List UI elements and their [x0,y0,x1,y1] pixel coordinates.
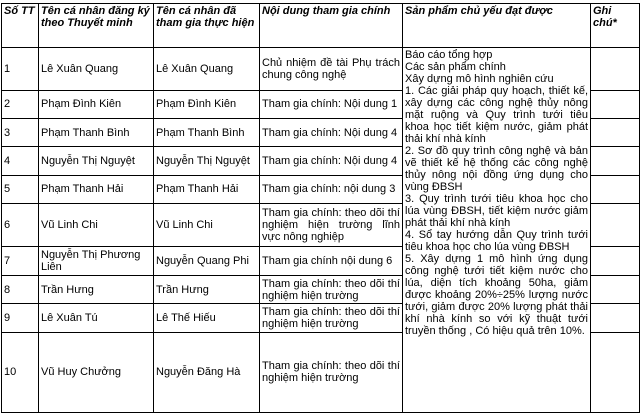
cell-main-content: Chủ nhiệm đề tài Phụ trách chung công nghệ [260,48,403,91]
product-line: 5. Xây dựng 1 mô hình ứng dụng công nghệ tưới tiết kiệm nước cho lúa, diện tích khoảng 50ha, giảm được khoảng 20%÷25% lượng nước tưới, giảm được 20% lượng phát thải khí nhà kính so với kỹ thuật tưới truyền thống , Có hiệu quả trên 10%. [405,253,588,337]
header-participated-name: Tên cá nhân đã tham gia thực hiện [154,4,260,48]
cell-main-content: Tham gia chính: Nội dung 4 [260,147,403,175]
cell-main-content: Tham gia chính: Nội dung 4 [260,118,403,146]
cell-stt: 1 [2,48,39,91]
cell-registered-name: Vũ Linh Chi [39,204,154,247]
cell-note [591,48,640,91]
participants-table [1,3,640,413]
header-main-content: Nội dung tham gia chính [260,4,403,48]
product-line: 1. Các giải pháp quy hoạch, thiết kế, xây dựng các công nghệ thủy nông mặt ruộng và Quy trình tưới tiêu khoa học tiết kiệm nước, giảm phát thải khí nhà kính [405,85,588,145]
cell-note [591,204,640,247]
cell-registered-name: Trần Hưng [39,276,154,304]
cell-main-content: Tham gia chính: Nội dung 1 [260,90,403,118]
cell-registered-name: Phạm Thanh Bình [39,118,154,146]
cell-main-content: Tham gia chính: theo dõi thí nghiệm hiện trường [260,332,403,412]
cell-main-products [403,48,591,413]
cell-stt: 7 [2,246,39,275]
cell-note [591,332,640,412]
product-line: Các sản phẩm chính [405,61,506,73]
product-line: 3. Quy trình tưới tiêu khoa học cho lúa vùng ĐBSH, tiết kiệm nước giảm phát thải khí nhà kính [405,193,588,229]
product-line: Báo cáo tổng hợp [405,49,493,61]
header-registered-name: Tên cá nhân đăng ký theo Thuyết minh [39,4,154,48]
cell-participated-name: Nguyễn Đăng Hà [154,332,260,412]
cell-note [591,118,640,146]
cell-registered-name: Vũ Huy Chưởng [39,332,154,412]
cell-stt: 9 [2,304,39,332]
cell-stt: 3 [2,118,39,146]
cell-participated-name: Phạm Đình Kiên [154,90,260,118]
header-row [2,4,640,48]
cell-main-content: Tham gia chính: theo dõi thí nghiệm hiện trường [260,304,403,332]
cell-registered-name: Phạm Thanh Hải [39,175,154,203]
product-line: 2. Sơ đồ quy trình công nghệ và bản vẽ thiết kế hệ thống các công nghệ thủy nông nội đồng ứng dụng cho vùng ĐBSH [405,145,588,193]
cell-note [591,276,640,304]
product-line: Xây dựng mô hình nghiên cứu [405,73,554,85]
cell-participated-name: Phạm Thanh Bình [154,118,260,146]
cell-main-content: Tham gia chính: nội dung 3 [260,175,403,203]
cell-main-content: Tham gia chính: theo dõi thí nghiệm hiện trường lĩnh vực nông nghiệp [260,204,403,247]
header-note: Ghi chú* [591,4,640,48]
cell-participated-name: Nguyễn Thị Nguyệt [154,147,260,175]
cell-participated-name: Phạm Thanh Hải [154,175,260,203]
cell-note [591,246,640,275]
product-line: 4. Sổ tay hướng dẫn Quy trình tưới tiêu khoa học cho lúa vùng ĐBSH [405,229,588,253]
cell-note [591,175,640,203]
cell-registered-name: Lê Xuân Tú [39,304,154,332]
cell-note [591,304,640,332]
cell-stt: 10 [2,332,39,412]
cell-registered-name: Nguyễn Thị Nguyệt [39,147,154,175]
cell-participated-name: Vũ Linh Chi [154,204,260,247]
cell-registered-name: Lê Xuân Quang [39,48,154,91]
cell-registered-name: Nguyễn Thị Phương Liên [39,246,154,275]
table-row [2,48,640,91]
cell-registered-name: Phạm Đình Kiên [39,90,154,118]
cell-note [591,147,640,175]
cell-main-content: Tham gia chính nội dung 6 [260,246,403,275]
cell-main-content: Tham gia chính: theo dõi thí nghiệm hiện trường [260,276,403,304]
cell-stt: 8 [2,276,39,304]
header-stt: Số TT [2,4,39,48]
cell-participated-name: Lê Xuân Quang [154,48,260,91]
cell-stt: 5 [2,175,39,203]
cell-stt: 4 [2,147,39,175]
cell-participated-name: Trần Hưng [154,276,260,304]
header-main-products: Sản phẩm chủ yếu đạt được [403,4,591,48]
cell-participated-name: Nguyễn Quang Phi [154,246,260,275]
cell-note [591,90,640,118]
cell-stt: 2 [2,90,39,118]
cell-participated-name: Lê Thế Hiếu [154,304,260,332]
cell-stt: 6 [2,204,39,247]
